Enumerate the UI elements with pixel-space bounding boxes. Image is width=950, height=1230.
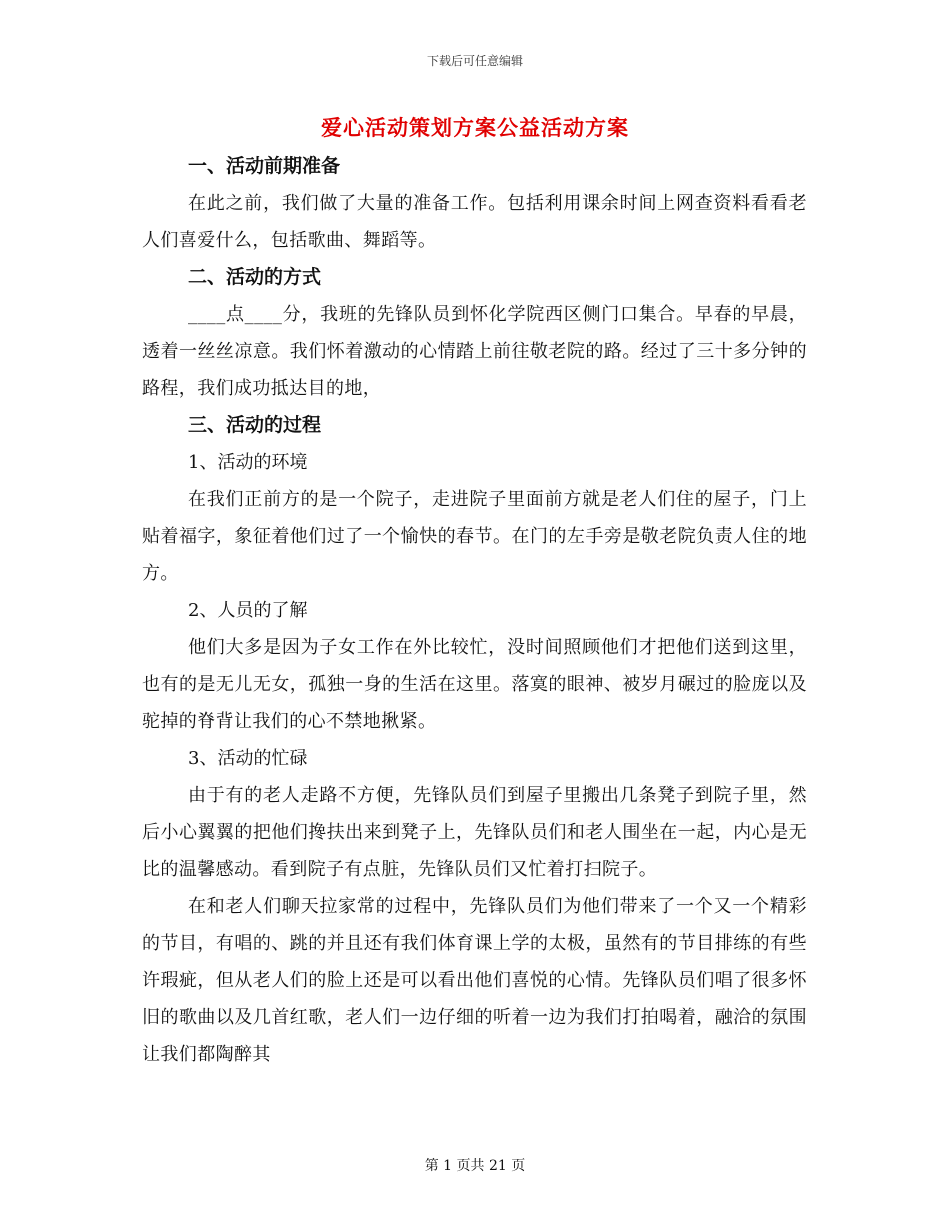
document-body <box>142 148 807 1073</box>
section-heading-preparation: 一、活动前期准备 <box>188 155 341 177</box>
document-title: 爱心活动策划方案公益活动方案 <box>321 116 629 140</box>
subheading-environment: 1、活动的环境 <box>188 452 308 473</box>
section-heading-method: 二、活动的方式 <box>188 266 322 288</box>
paragraph-method: ____点____分，我班的先锋队员到怀化学院西区侧门口集合。早春的早晨，透着一丝丝凉意。我们怀着激动的心情踏上前往敬老院的路。经过了三十多分钟的路程，我们成功抵达目的地， <box>142 304 807 399</box>
subheading-people: 2、人员的了解 <box>188 600 308 621</box>
paragraph-environment: 在我们正前方的是一个院子，走进院子里面前方就是老人们住的屋子，门上贴着福字，象征着他们过了一个愉快的春节。在门的左手旁是敬老院负责人住的地方。 <box>142 489 807 584</box>
subheading-busy: 3、活动的忙碌 <box>188 748 308 769</box>
paragraph-people: 他们大多是因为子女工作在外比较忙，没时间照顾他们才把他们送到这里，也有的是无儿无女，孤独一身的生活在这里。落寞的眼神、被岁月碾过的脸庞以及驼掉的脊背让我们的心不禁地揪紧。 <box>142 637 807 732</box>
paragraph-preparation: 在此之前，我们做了大量的准备工作。包括利用课余时间上网查资料看看老人们喜爱什么，包括歌曲、舞蹈等。 <box>142 193 807 251</box>
paragraph-performance: 在和老人们聊天拉家常的过程中，先锋队员们为他们带来了一个又一个精彩的节目，有唱的、跳的并且还有我们体育课上学的太极，虽然有的节目排练的有些许瑕疵，但从老人们的脸上还是可以看出他们喜悦的心情。先锋队员们唱了很多怀旧的歌曲以及几首红歌，老人们一边仔细的听着一边为我们打拍喝着，融洽的氛围让我们都陶醉其 <box>142 896 807 1065</box>
paragraph-busy: 由于有的老人走路不方便，先锋队员们到屋子里搬出几条凳子到院子里，然后小心翼翼的把他们搀扶出来到凳子上，先锋队员们和老人围坐在一起，内心是无比的温馨感动。看到院子有点脏，先锋队员们又忙着打扫院子。 <box>142 785 807 880</box>
header-note: 下载后可任意编辑 <box>426 54 523 68</box>
page-footer: 第 1 页共 21 页 <box>424 1158 526 1174</box>
section-heading-process: 三、活动的过程 <box>188 414 322 436</box>
